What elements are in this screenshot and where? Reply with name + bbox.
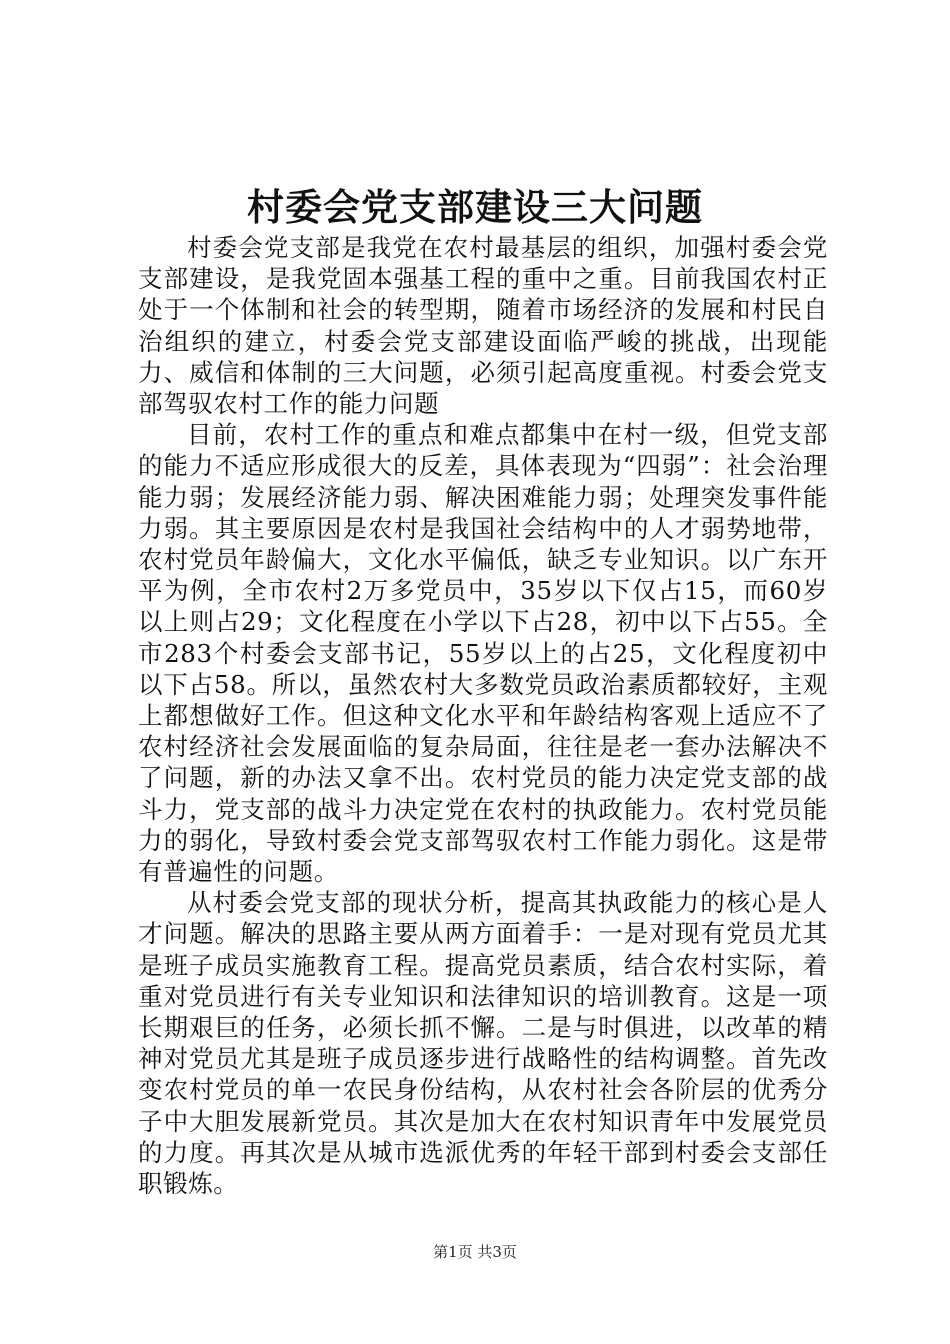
paragraph-2: 目前，农村工作的重点和难点都集中在村一级，但党支部的能力不适应形成很大的反差，具体表现为“四弱”：社会治理能力弱；发展经济能力弱、解决困难能力弱；处理突发事件能力弱。其主要原因是农村是我国社会结构中的人才弱势地带，农村党员年龄偏大，文化水平偏低，缺乏专业知识。以广东开平为例，全市农村2万多党员中，35岁以下仅占15，而60岁以上则占29；文化程度在小学以下占28，初中以下占55。全市283个村委会支部书记，55岁以上的占25，文化程度初中以下占58。所以，虽然农村大多数党员政治素质都较好，主观上都想做好工作。但这种文化水平和年龄结构客观上适应不了农村经济社会发展面临的复杂局面，往往是老一套办法解决不了问题，新的办法又拿不出。农村党员的能力决定党支部的战斗力，党支部的战斗力决定党在农村的执政能力。农村党员能力的弱化，导致村委会党支部驾驭农村工作能力弱化。这是带有普遍性的问题。 (138, 420, 828, 887)
paragraph-1: 村委会党支部是我党在农村最基层的组织，加强村委会党支部建设，是我党固本强基工程的重中之重。目前我国农村正处于一个体制和社会的转型期，随着市场经济的发展和村民自治组织的建立，村委会党支部建设面临严峻的挑战，出现能力、威信和体制的三大问题，必须引起高度重视。村委会党支部驾驭农村工作的能力问题 (138, 233, 828, 419)
document-body (138, 232, 828, 1199)
page-number-footer: 第1页 共3页 (433, 1243, 517, 1261)
document-title: 村委会党支部建设三大问题 (247, 185, 703, 229)
paragraph-3: 从村委会党支部的现状分析，提高其执政能力的核心是人才问题。解决的思路主要从两方面着手：一是对现有党员尤其是班子成员实施教育工程。提高党员素质，结合农村实际，着重对党员进行有关专业知识和法律知识的培训教育。这是一项长期艰巨的任务，必须长抓不懈。二是与时俱进，以改革的精神对党员尤其是班子成员逐步进行战略性的结构调整。首先改变农村党员的单一农民身份结构，从农村社会各阶层的优秀分子中大胆发展新党员。其次是加大在农村知识青年中发展党员的力度。再其次是从城市选派优秀的年轻干部到村委会支部任职锻炼。 (138, 888, 828, 1199)
